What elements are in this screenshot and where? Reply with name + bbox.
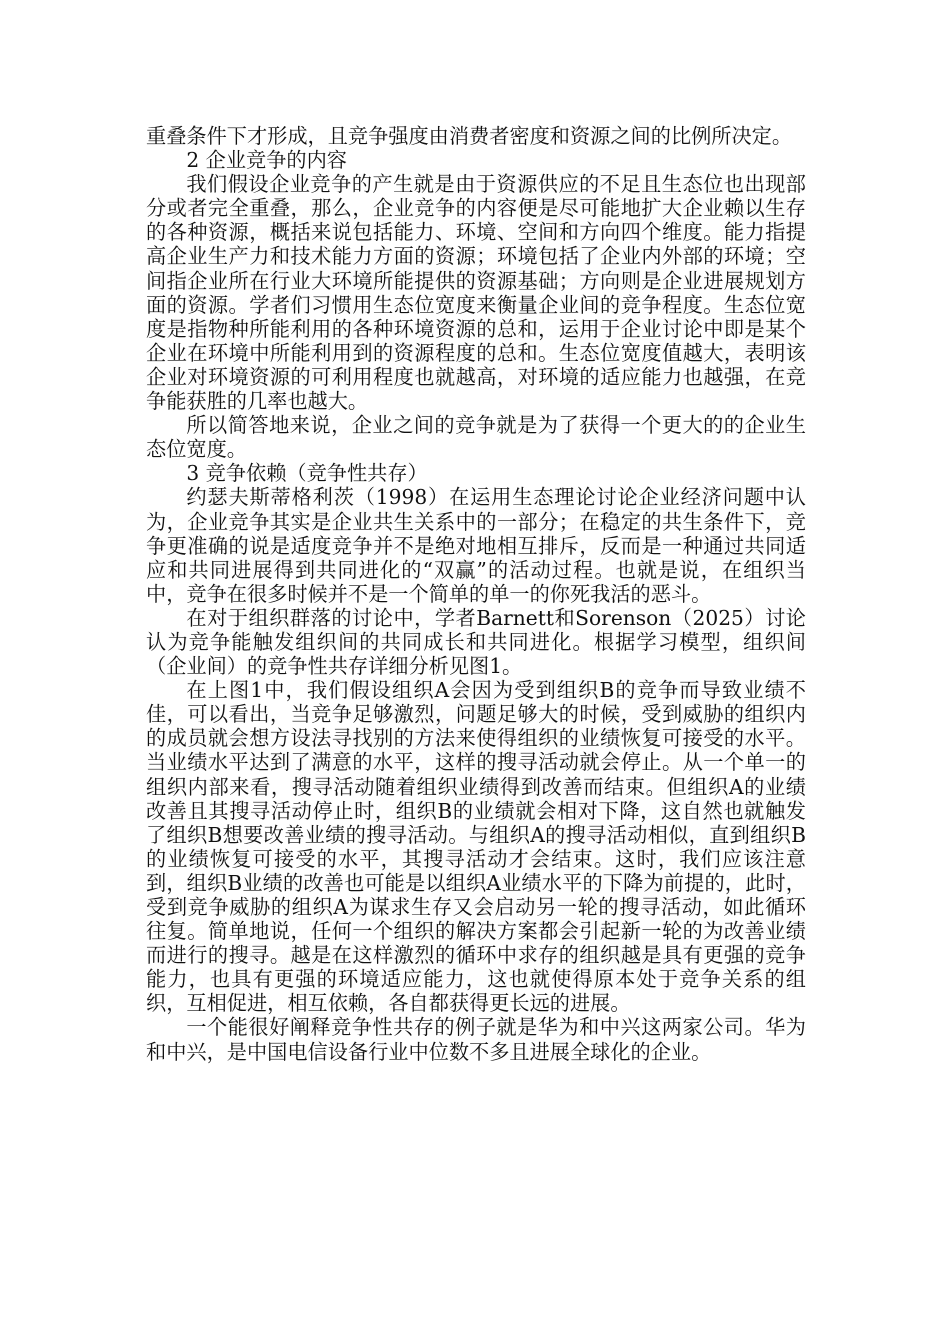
paragraph-figure-explanation: 在上图1中，我们假设组织A会因为受到组织B的竞争而导致业绩不佳，可以看出，当竞争足够激烈，问题足够大的时候，受到威胁的组织内的成员就会想方设法寻找别的方法来使得组织的业绩恢复可接受的水平。当业绩水平达到了满意的水平，这样的搜寻活动就会停止。从一个单一的组织内部来看，搜寻活动随着组织业绩得到改善而结束。但组织A的业绩改善且其搜寻活动停止时，组织B的业绩就会相对下降，这自然也就触发了组织B想要改善业绩的搜寻活动。与组织A的搜寻活动相似，直到组织B的业绩恢复可接受的水平，其搜寻活动才会结束。这时，我们应该注意到，组织B业绩的改善也可能是以组织A业绩水平的下降为前提的，此时，受到竞争威胁的组织A为谋求生存又会启动另一轮的搜寻活动，如此循环往复。简单地说，任何一个组织的解决方案都会引起新一轮的为改善业绩而进行的搜寻。越是在这样激烈的循环中求存的组织越是具有更强的竞争能力，也具有更强的环境适应能力，这也就使得原本处于竞争关系的组织，互相促进，相互依赖，各自都获得更长远的进展。 (146, 678, 806, 1016)
paragraph-barnett-sorenson: 在对于组织群落的讨论中，学者Barnett和Sorenson（2025）讨论认为竞争能触发组织间的共同成长和共同进化。根据学习模型，组织间（企业间）的竞争性共存详细分析见图1。 (146, 605, 806, 679)
paragraph-competition-content: 我们假设企业竞争的产生就是由于资源供应的不足且生态位也出现部分或者完全重叠，那么，企业竞争的内容便是尽可能地扩大企业赖以生存的各种资源，概括来说包括能力、环境、空间和方向四个维度。能力指提高企业生产力和技术能力方面的资源；环境包括了企业内外部的环境；空间指企业所在行业大环境所能提供的资源基础；方向则是企业进展规划方面的资源。学者们习惯用生态位宽度来衡量企业间的竞争程度。生态位宽度是指物种所能利用的各种环境资源的总和，运用于企业讨论中即是某个企业在环境中所能利用到的资源程度的总和。生态位宽度值越大，表明该企业对环境资源的可利用程度也就越高，对环境的适应能力也越强，在竞争能获胜的几率也越大。 (146, 172, 806, 414)
paragraph-summary: 所以简答地来说，企业之间的竞争就是为了获得一个更大的的企业生态位宽度。 (146, 413, 806, 462)
paragraph-continuation: 重叠条件下才形成，且竞争强度由消费者密度和资源之间的比例所决定。 (146, 124, 793, 148)
document-page (146, 124, 806, 1064)
section-heading-3: 3 竞争依赖（竞争性共存） (186, 461, 428, 486)
paragraph-huawei-zte: 一个能很好阐释竞争性共存的例子就是华为和中兴这两家公司。华为和中兴，是中国电信设备行业中位数不多且进展全球化的企业。 (146, 1015, 806, 1064)
section-heading-2: 2 企业竞争的内容 (186, 148, 347, 173)
paragraph-stiglitz: 约瑟夫斯蒂格利茨（1998）在运用生态理论讨论企业经济问题中认为，企业竞争其实是企业共生关系中的一部分；在稳定的共生条件下，竞争更准确的说是适度竞争并不是绝对地相互排斥，反而是一种通过共同适应和共同进展得到共同进化的“双赢”的活动过程。也就是说，在组织当中，竞争在很多时候并不是一个简单的单一的你死我活的恶斗。 (146, 485, 806, 606)
